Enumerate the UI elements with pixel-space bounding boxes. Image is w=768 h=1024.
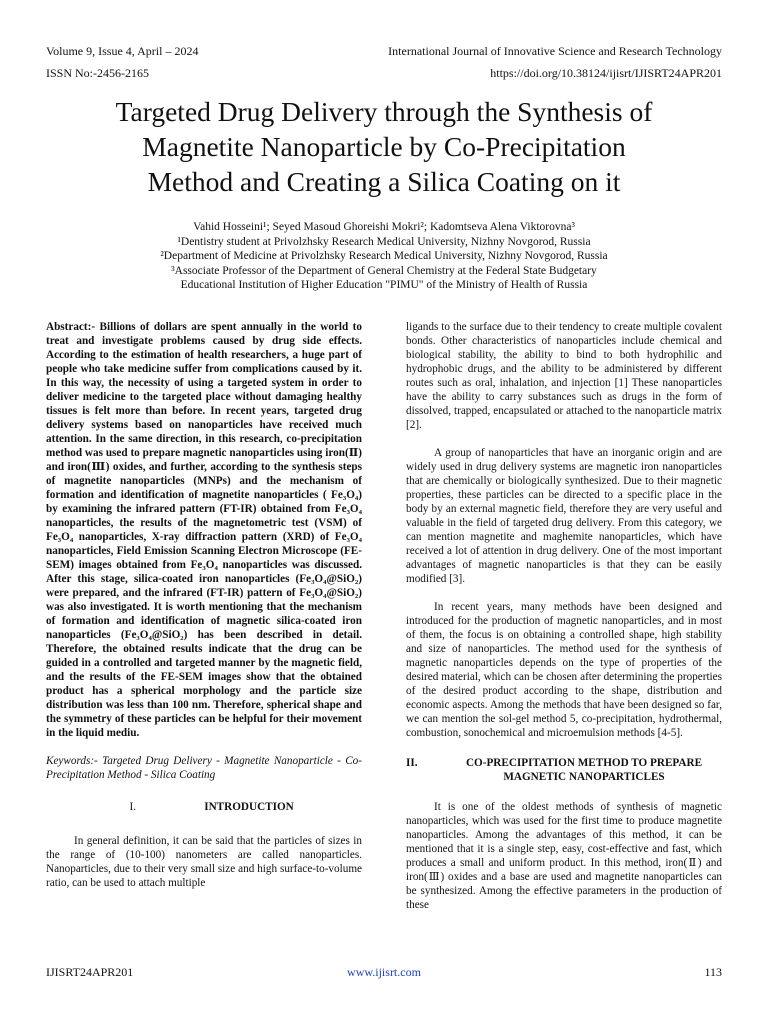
affiliation-2: ²Department of Medicine at Privolzhsky Research Medical University, Nizhny Novgorod, Russia: [160, 250, 608, 262]
footer-website-link[interactable]: www.ijisrt.com: [347, 965, 421, 979]
author-block: [60, 220, 708, 293]
section-number: I.: [129, 801, 136, 813]
title-line-2: Magnetite Nanoparticle by Co-Precipitation: [142, 131, 626, 162]
section-title-line-2: MAGNETIC NANOPARTICLES: [503, 771, 665, 783]
author-names: Vahid Hosseini¹; Seyed Masoud Ghoreishi Mokri²; Kadomtseva Alena Viktorovna³: [193, 221, 575, 233]
abstract: Abstract:- Billions of dollars are spent annually in the world to treat and investigate problems caused by drug side effects. According to the estimation of health researchers, a huge part of people who take medicine suffer from complications caused by it. In this way, the necessity of using a targeted system in order to deliver medicine to the targeted place without damaging healthy tissues is felt more than before. In recent years, targeted drug delivery systems based on nanoparticles have received much attention. In the same direction, in this research, co-precipitation method was used to prepare magnetic nanoparticles using iron(Ⅱ) and iron(Ⅲ) oxides, and further, according to the synthesis steps of magnetite nanoparticles (MNPs) and the mechanism of formation and identification of magnetite nanoparticles ( Fe₃O₄) by examining the infrared pattern (FT-IR) obtained from Fe₃O₄ nanoparticles, the results of the magnetometric test (VSM) of Fe₃O₄ nanoparticles, X-ray diffraction pattern (XRD) of Fe₃O₄ nanoparticles, Field Emission Scanning Electron Microscope (FE-SEM) images obtained from Fe₃O₄ nanoparticles was discussed. After this stage, silica-coated iron nanoparticles (Fe₃O₄@SiO₂) were prepared, and the infrared (FT-IR) pattern of Fe₃O₄@SiO₂) was also investigated. It is worth mentioning that the mechanism of formation and identification of magnetic silica-coated iron nanoparticles (Fe₃O₄@SiO₂) has been described in detail. Therefore, the obtained results indicate that the drug can be guided in a controlled and targeted manner by the magnetic field, and the results of the FE-SEM images show that the obtained product has a spherical morphology and the particle size distribution was less than 100 nm. Therefore, spherical shape and the symmetry of these particles can be helpful for their movement in the liquid mediu.: [46, 321, 362, 739]
page-number: 113: [704, 965, 722, 979]
journal-name: International Journal of Innovative Science and Research Technology: [388, 44, 722, 58]
issn: ISSN No:-2456-2165: [46, 66, 150, 80]
paragraph: In recent years, many methods have been designed and introduced for the production of magnetic nanoparticles, and in most of them, the focus is on obtaining a controlled shape, high stability and size of nanoparticles. The method used for the synthesis of magnetic nanoparticles depends on the type of properties of the desired material, which can be chosen after determining the properties of the desired product according to the shape, distribution and economic aspects. Among the methods that have been designed so far, we can mention the sol-gel method 5, co-precipitation, hydrothermal, combustion, sonochemical and microemulsion methods [4-5].: [406, 601, 722, 739]
section-title-line-1: CO-PRECIPITATION METHOD TO PREPARE: [465, 757, 703, 769]
right-column: [406, 320, 722, 912]
section-title: [446, 756, 722, 784]
doi-link[interactable]: https://doi.org/10.38124/ijisrt/IJISRT24APR201: [490, 66, 722, 80]
paragraph: It is one of the oldest methods of synthesis of magnetic nanoparticles, which was used for the first time to produce magnetite nanoparticles. Among the advantages of this method, it can be mentioned that it is a single step, easy, cost-effective and fast, which produces a small and uniform product. In this method, iron(Ⅱ) and iron(Ⅲ) oxides and a base are used and magnetite nanoparticles can be synthesized. Among the effective parameters in the production of these: [406, 801, 722, 911]
section-heading-co-precipitation: [406, 756, 722, 784]
section-number: II.: [406, 757, 418, 769]
intro-paragraph: In general definition, it can be said that the particles of sizes in the range of (10-100) nanometers are called nanoparticles. Nanoparticles, due to their very small size and high surface-to-volume ratio, can be used to attach multiple: [46, 835, 362, 889]
affiliation-4: Educational Institution of Higher Education "PIMU" of the Ministry of Health of Russia: [180, 279, 588, 291]
left-column: [46, 320, 362, 890]
title-line-1: Targeted Drug Delivery through the Synthesis of: [115, 96, 653, 127]
title-line-3: Method and Creating a Silica Coating on it: [147, 166, 621, 197]
paragraph: ligands to the surface due to their tendency to create multiple covalent bonds. Other characteristics of nanoparticles include chemical and biological stability, the ability to bind to both hydrophilic and hydrophobic drugs, and the ability to be administered by different routes such as oral, inhalation, and injection [1] These nanoparticles have the ability to carry substances such as drugs in the form of dissolved, trapped, encapsulated or attached to the nanoparticle matrix [2].: [406, 321, 722, 431]
footer-paper-id: IJISRT24APR201: [46, 965, 134, 979]
affiliation-1: ¹Dentistry student at Privolzhsky Research Medical University, Nizhny Novgorod, Russia: [177, 235, 591, 248]
paragraph: A group of nanoparticles that have an inorganic origin and are widely used in drug delivery systems are magnetic iron nanoparticles that are chemically or biologically synthesized. Due to their magnetic properties, these particles can be directed to a specific place in the body by an external magnetic field, therefore they are very useful and valuable in the field of targeted drug delivery. From this category, we can mention magnetite and maghemite nanoparticles, which have received a lot of attention in drug delivery. One of the most important advantages of magnetic nanoparticles is that they can be easily modified [3].: [406, 447, 722, 585]
affiliation-3: ³Associate Professor of the Department of General Chemistry at the Federal State Budgetary: [171, 264, 597, 277]
volume-info: Volume 9, Issue 4, April – 2024: [46, 44, 199, 58]
paper-title: [30, 94, 738, 199]
keywords: Keywords:- Targeted Drug Delivery - Magnetite Nanoparticle - Co-Precipitation Method - Silica Coating: [46, 755, 362, 781]
section-title: INTRODUCTION: [204, 801, 294, 813]
section-heading-introduction: [46, 800, 362, 814]
